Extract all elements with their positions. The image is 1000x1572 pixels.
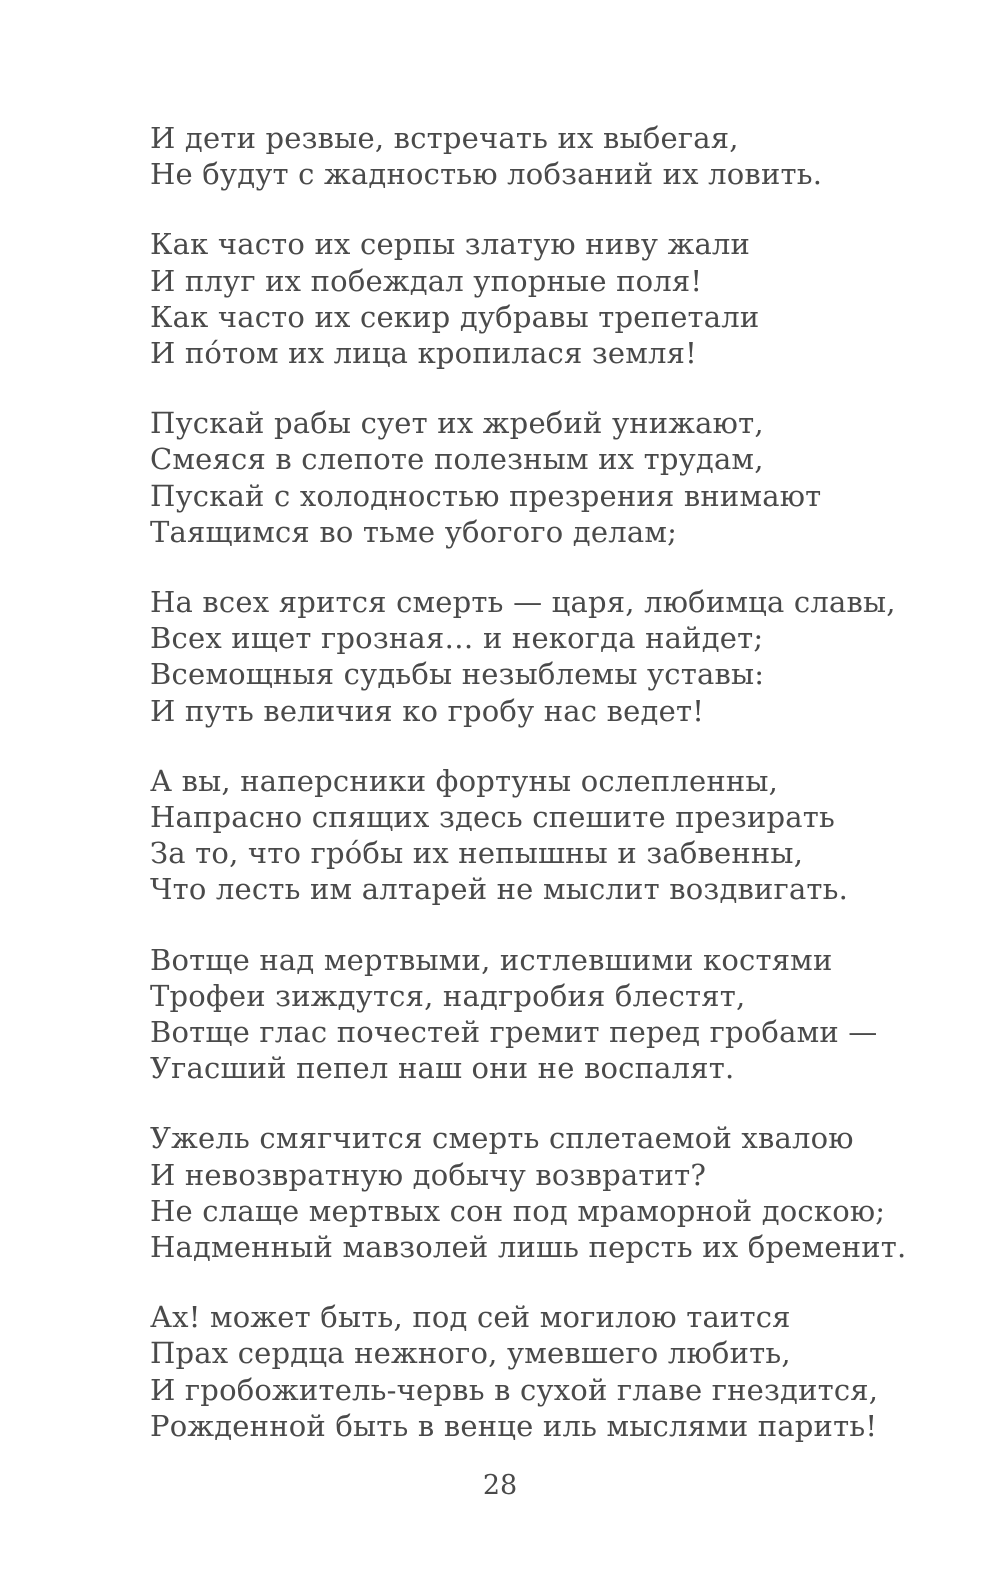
poem-line: Как часто их серпы златую ниву жали (150, 227, 751, 262)
poem-line: Ужель смягчится смерть сплетаемой хвалою (150, 1121, 854, 1156)
stanza (150, 763, 910, 908)
stanza (150, 1299, 910, 1444)
poem-line: Надменный мавзолей лишь персть их бременит. (150, 1230, 907, 1265)
poem-line: Напрасно спящих здесь спешите презирать (150, 800, 835, 835)
poem-line: А вы, наперсники фортуны ослепленны, (150, 763, 779, 798)
stanza (150, 120, 910, 192)
poem-text (150, 120, 910, 1444)
stanza (150, 584, 910, 729)
poem-line: Что лесть им алтарей не мыслит воздвигать. (150, 872, 849, 907)
poem-line: И дети резвые, встречать их выбегая, (150, 121, 739, 155)
poem-line: И плуг их побеждал упорные поля! (150, 263, 703, 298)
poem-line: За то, что гро́бы их непышны и забвенны, (150, 836, 804, 871)
poem-line: Не будут с жадностью лобзаний их ловить. (150, 157, 823, 192)
poem-line: Вотще глас почестей гремит перед гробами — (150, 1015, 878, 1050)
stanza (150, 942, 910, 1087)
poem-line: Прах сердца нежного, умевшего любить, (150, 1336, 791, 1371)
poem-line: Ах! может быть, под сей могилою таится (150, 1300, 791, 1335)
poem-line: И гробожитель-червь в сухой главе гнездится, (150, 1372, 879, 1407)
poem-line: Всех ищет грозная… и некогда найдет; (150, 621, 764, 656)
poem-line: И по́том их лица кропилася земля! (150, 336, 697, 371)
stanza (150, 405, 910, 550)
poem-line: Вотще над мертвыми, истлевшими костями (150, 942, 833, 977)
poem-line: Смеяся в слепоте полезным их трудам, (150, 442, 764, 477)
poem-line: И невозвратную добычу возвратит? (150, 1157, 707, 1192)
poem-line: Угасший пепел наш они не воспалят. (150, 1051, 735, 1086)
poem-line: Всемощныя судьбы незыблемы уставы: (150, 657, 765, 692)
page-number: 28 (482, 1470, 518, 1501)
poem-line: И путь величия ко гробу нас ведет! (150, 693, 705, 728)
poem-line: Трофеи зиждутся, надгробия блестят, (150, 978, 746, 1013)
poem-line: Таящимся во тьме убогого делам; (150, 514, 678, 549)
poem-line: Как часто их секир дубравы трепетали (150, 299, 760, 334)
poem-line: Пускай с холодностью презрения внимают (150, 478, 822, 513)
stanza (150, 226, 910, 371)
poem-line: Не слаще мертвых сон под мраморной доскою; (150, 1193, 886, 1228)
poem-line: На всех ярится смерть — царя, любимца славы, (150, 585, 896, 620)
poem-line: Пускай рабы сует их жребий унижают, (150, 406, 764, 441)
poem-line: Рожденной быть в венце иль мыслями парить! (150, 1408, 878, 1443)
stanza (150, 1120, 910, 1265)
